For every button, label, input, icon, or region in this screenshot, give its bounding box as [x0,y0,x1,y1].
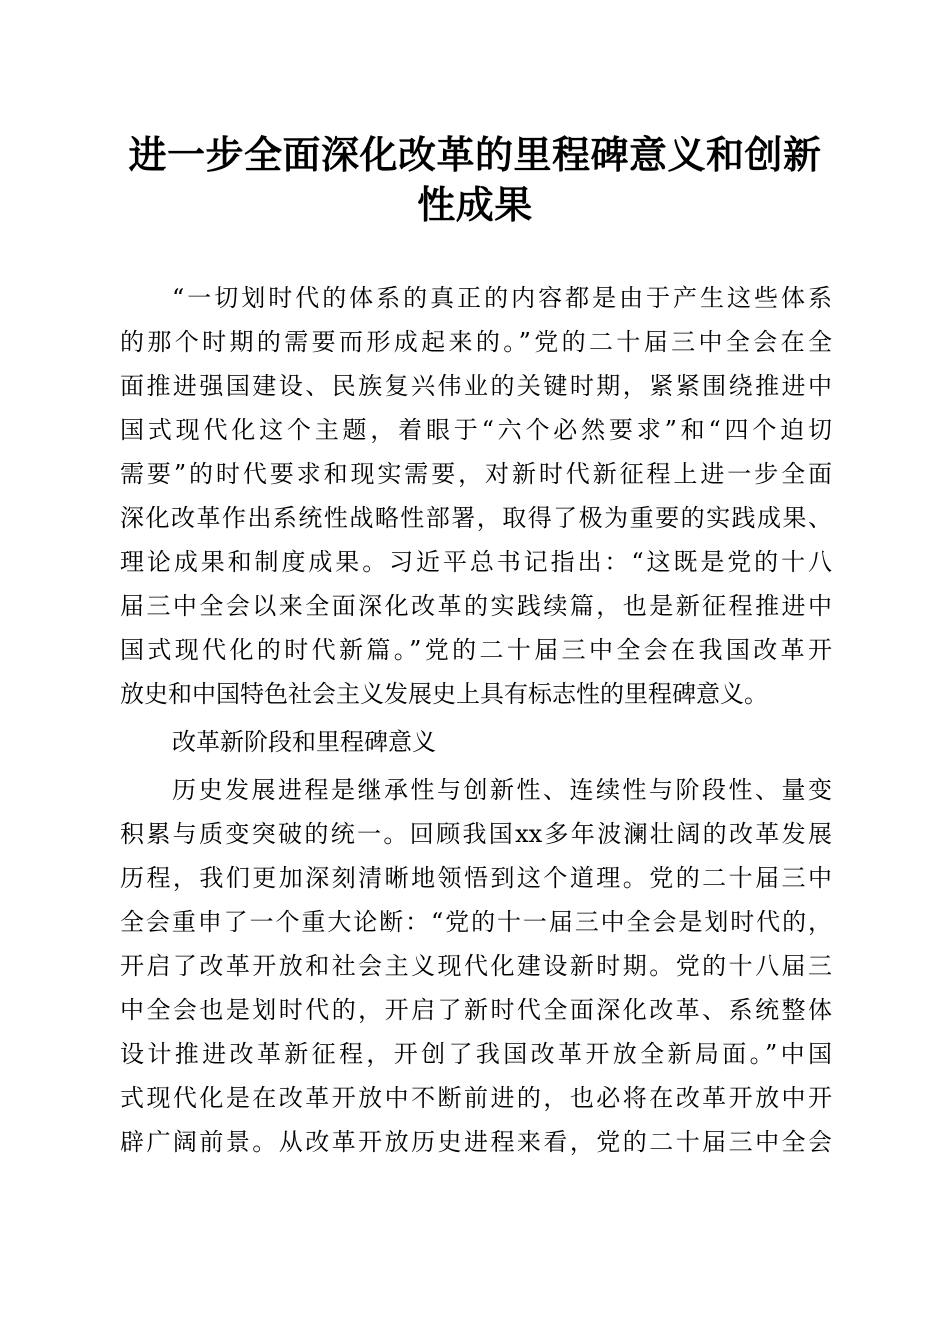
paragraph-line: 届三中全会以来全面深化改革的实践续篇，也是新征程推进中 [120,592,832,620]
paragraph-line: 理论成果和制度成果。习近平总书记指出：“这既是党的十八 [120,548,832,576]
paragraph-line: 面推进强国建设、民族复兴伟业的关键时期，紧紧围绕推进中 [120,372,832,400]
paragraph-line: 设计推进改革新征程，开创了我国改革开放全新局面。”中国 [120,1040,832,1068]
paragraph-line: 需要”的时代要求和现实需要，对新时代新征程上进一步全面 [120,460,832,488]
document-title: 进一步全面深化改革的里程碑意义和创新性成果 [128,132,822,227]
paragraph-line: 放史和中国特色社会主义发展史上具有标志性的里程碑意义。 [120,680,768,708]
paragraph-line: 历程，我们更加深刻清晰地领悟到这个道理。党的二十届三中 [120,864,832,892]
paragraph-line: 积累与质变突破的统一。回顾我国xx多年波澜壮阔的改革发展 [120,820,832,848]
paragraph-line: 中全会也是划时代的，开启了新时代全面深化改革、系统整体 [120,996,832,1024]
paragraph-line: 深化改革作出系统性战略性部署，取得了极为重要的实践成果、 [120,504,832,532]
paragraph-line: 国式现代化的时代新篇。”党的二十届三中全会在我国改革开 [120,636,832,664]
paragraph-line: 式现代化是在改革开放中不断前进的，也必将在改革开放中开 [120,1084,832,1112]
paragraph-line: 历史发展进程是继承性与创新性、连续性与阶段性、量变 [172,776,832,804]
paragraph-line: 的那个时期的需要而形成起来的。”党的二十届三中全会在全 [120,328,832,356]
section-heading: 改革新阶段和里程碑意义 [172,728,436,756]
paragraph-line: 辟广阔前景。从改革开放历史进程来看，党的二十届三中全会 [120,1128,832,1156]
paragraph-line: 国式现代化这个主题，着眼于“六个必然要求”和“四个迫切 [120,416,832,444]
paragraph-line: “一切划时代的体系的真正的内容都是由于产生这些体系 [172,284,832,312]
paragraph-line: 开启了改革开放和社会主义现代化建设新时期。党的十八届三 [120,952,832,980]
paragraph-line: 全会重申了一个重大论断：“党的十一届三中全会是划时代的， [120,908,832,936]
